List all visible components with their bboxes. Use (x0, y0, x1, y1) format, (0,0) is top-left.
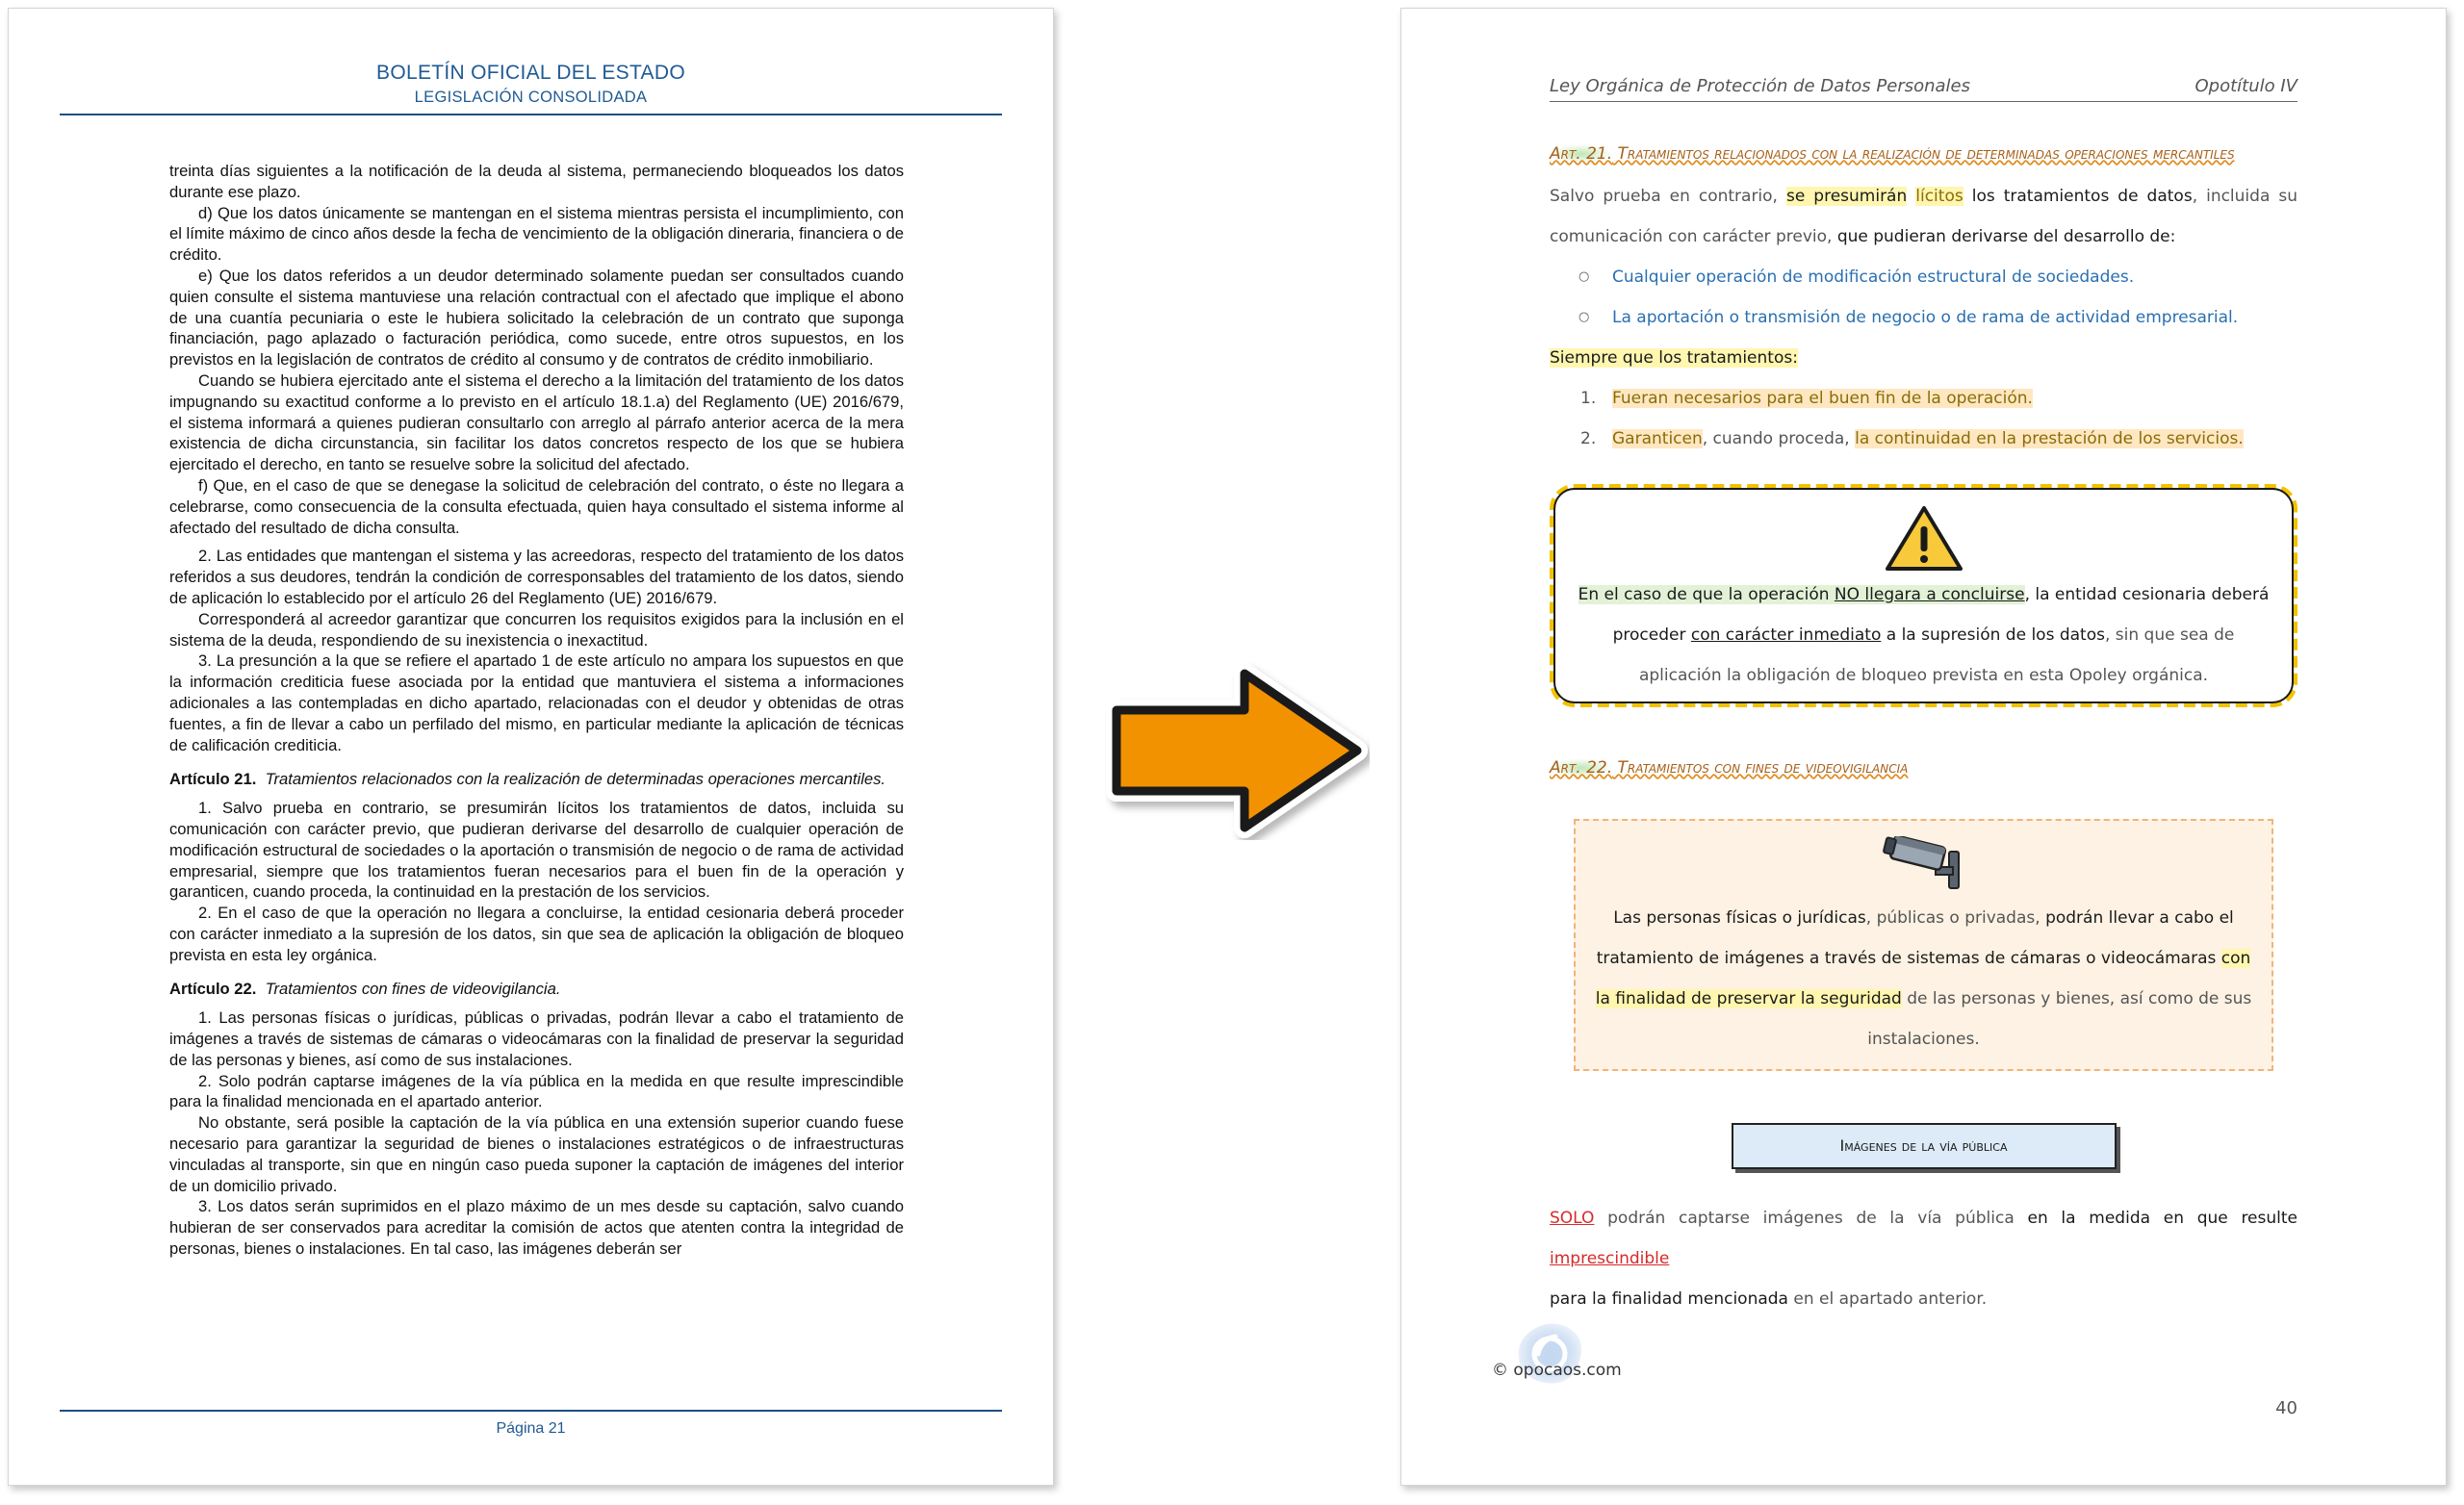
notes-article-22-heading (1550, 746, 2297, 790)
text-run: , públicas o privadas, (1865, 908, 2046, 928)
article-title: Tratamientos con fines de videovigilancia. (265, 980, 561, 999)
bold-text: podrán llevar a cabo el tratamiento de imágenes a través de sistemas de cámaras o videocámaras (1596, 908, 2234, 968)
boe-header (9, 62, 1053, 107)
text-run: , cuando proceda, (1702, 429, 1856, 448)
boe-paragraph: 2. En el caso de que la operación no llegara a concluirse, la entidad cesionaria deberá proceder con carácter inmediato a la supresión de los datos, sin que sea de aplicación la obligación de bloqueo prevista en esta ley orgánica. (169, 904, 904, 964)
notes-header-section: Opotítulo IV (2194, 76, 2297, 96)
boe-paragraph: 3. La presunción a la que se refiere el apartado 1 de este artículo no ampara los supuestos en que la información crediticia fuese asociada por la entidad que mantuviera el sistema a informaciones adicionales a las contempladas en dicho apartado, relacionadas con el deudor y obtenidas de otras fuentes, a fin de llevar a cabo un perfilado del mismo, en particular mediante la aplicación de técnicas de calificación crediticia. (169, 651, 904, 754)
article-number: Art. 22. (1550, 758, 1613, 778)
warning-callout (1550, 484, 2297, 707)
highlight-text: lícitos (1915, 187, 1964, 206)
list-item (1550, 378, 2297, 419)
highlight-text: la continuidad en la prestación de los servicios. (1855, 429, 2244, 448)
boe-paragraph: Corresponderá al acreedor garantizar que concurren los requisitos exigidos para la inclusión en el sistema de la deuda, respondiendo de su inexistencia o inexactitud. (169, 609, 904, 650)
list-item: ○ La aportación o transmisión de negocio o de rama de actividad empresarial. (1550, 297, 2297, 338)
notes-paragraph (1550, 1198, 2297, 1319)
boe-page-number: Página 21 (496, 1420, 566, 1437)
notes-article-21-heading (1550, 132, 2297, 176)
videovigilancia-text (1593, 898, 2254, 1059)
highlight-text: se presumirán (1785, 187, 1908, 206)
article-title: Tratamientos relacionados con la realización de determinadas operaciones mercantiles. (265, 770, 886, 789)
boe-subtitle: LEGISLACIÓN CONSOLIDADA (414, 89, 648, 106)
notes-paragraph (1550, 338, 2297, 378)
opocaos-logo-icon (1507, 1315, 1594, 1392)
text-run: Salvo prueba en contrario, (1550, 187, 1786, 206)
highlight-text: Fueran necesarios para el buen fin de la operación. (1612, 389, 2033, 408)
boe-paragraph: 1. Las personas físicas o jurídicas, públicas o privadas, podrán llevar a cabo el tratamiento de imágenes a través de sistemas de cámaras o videocámaras con la finalidad de preservar la seguridad de las personas y bienes, así como de sus instalaciones. (169, 1008, 904, 1069)
right-arrow-icon (1105, 662, 1370, 840)
boe-header-rule (60, 114, 1002, 115)
emphasis-text: supresión (1921, 625, 2001, 645)
emphasis-text: imprescindible (1550, 1249, 1670, 1268)
boe-title: BOLETÍN OFICIAL DEL ESTADO (376, 62, 685, 84)
article-title: Tratamientos relacionados con la realización de determinadas operaciones mercantiles (1612, 144, 2235, 164)
page-number: 40 (2275, 1398, 2297, 1418)
notes-body (1550, 132, 2297, 1319)
security-camera-icon (1882, 836, 1966, 892)
operations-list (1550, 257, 2297, 338)
warning-text (1577, 574, 2271, 696)
videovigilancia-callout (1574, 819, 2273, 1071)
boe-paragraph: 1. Salvo prueba en contrario, se presumirán lícitos los tratamientos de datos, incluida su comunicación con carácter previo, que pudieran derivarse del desarrollo de cualquier operación de modificación estructural de sociedades o la aportación o transmisión de negocio o de rama de actividad empresarial, siempre que los tratamientos fueran necesarios para el buen fin de la operación y garanticen, cuando proceda, la continuidad en la prestación de los servicios. (169, 799, 904, 902)
underlined-text: con carácter inmediato (1690, 625, 1882, 645)
boe-paragraph: 2. Las entidades que mantengan el sistema y las acreedoras, respecto del tratamiento de los datos referidos a sus deudores, tendrán la condición de corresponsables del tratamiento de los datos, siendo de aplicación lo establecido por el artículo 26 del Reglamento (UE) 2016/679. (169, 547, 904, 607)
article-number: Artículo 22. (169, 980, 257, 999)
list-number: 2. (1580, 429, 1597, 448)
text-run: , incluida su comunicación con carácter previo, (1550, 187, 2297, 246)
list-item (1550, 419, 2297, 459)
list-item: ○ Cualquier operación de modificación estructural de sociedades. (1550, 257, 2297, 297)
boe-paragraph: f) Que, en el caso de que se denegase la solicitud de celebración del contrato, o éste no llegara a celebrarse, como consecuencia de la consulta efectuada, quien haya consultado el sistema informe al afectado del resultado de dicha consulta. (169, 475, 904, 537)
boe-paragraph: Cuando se hubiera ejercitado ante el sistema el derecho a la limitación del tratamiento de los datos impugnando su exactitud conforme a lo previsto en el artículo 18.1.a) del Reglamento (UE) 2016/679, el sistema informará a quienes pudieran consultarlo con arreglo al párrafo anterior acerca de la mera existencia de dicha circunstancia, sin facilitar los datos concretos respecto de los que se hubiera ejercitado el derecho, en tanto se resuelve sobre la solicitud del afectado. (169, 370, 904, 474)
notes-page (1400, 8, 2447, 1486)
article-title: Tratamientos con fines de videovigilancia (1612, 758, 1909, 778)
bold-text: para la finalidad mencionada (1550, 1289, 1788, 1309)
section-chip: Imágenes de la vía pública (1732, 1123, 2117, 1169)
highlight-text: Garanticen (1612, 429, 1703, 448)
highlight-text: Siempre que los tratamientos: (1550, 348, 1798, 368)
boe-paragraph: d) Que los datos únicamente se mantengan en el sistema mientras persista el incumplimiento, con el límite máximo de cinco años desde la fecha de vencimiento de la obligación dineraria, financiera o de crédito. (169, 203, 904, 265)
boe-page (8, 8, 1054, 1486)
conditions-list (1550, 378, 2297, 459)
boe-paragraph: e) Que los datos referidos a un deudor determinado solamente puedan ser consultados cuando quien consulte el sistema mantuviese una relación contractual con el afectado que implique el abono de una cuantía pecuniaria o este le hubiera solicitado la celebración de un contrato que suponga financiación, pago aplazado o facturación periódica, como sucede, entre otros supuestos, en los previstos en la legislación de contratos de crédito al consumo y de contratos de crédito inmobiliario. (169, 266, 904, 370)
emphasis-text: SOLO (1550, 1209, 1595, 1228)
copyright-text: © opocaos.com (1492, 1361, 1622, 1380)
text-run: , sin que sea de aplicación la obligación de bloqueo prevista en esta Opoley orgánica. (1638, 625, 2235, 685)
text-run: podrán captarse imágenes de la vía pública (1594, 1209, 2028, 1228)
bold-text: a la (1881, 625, 1922, 645)
boe-paragraph: No obstante, será posible la captación de la vía pública en una extensión superior cuando fuese necesario para garantizar la seguridad de bienes o instalaciones estratégicos o de infraestructuras vinculadas al transporte, sin que en ningún caso pueda suponer la captación de imágenes del interior de un domicilio privado. (169, 1113, 904, 1195)
highlight-text: con la finalidad de preservar la seguridad (1595, 949, 2251, 1008)
boe-footer-rule (60, 1410, 1002, 1412)
bold-text: Las personas físicas o jurídicas (1613, 908, 1866, 928)
bold-text: en la medida en que resulte (2027, 1209, 2297, 1228)
boe-paragraph: treinta días siguientes a la notificación de la deuda al sistema, permaneciendo bloqueados los datos durante ese plazo. (169, 162, 904, 201)
emphasis-text: NO (1834, 585, 1861, 604)
highlight-text: En el caso de que la operación (1578, 585, 1835, 604)
notes-paragraph (1550, 176, 2297, 257)
bold-text: , la entidad cesionaria deberá proceder (1612, 585, 2270, 645)
bold-text: los tratamientos de datos (1963, 187, 2193, 206)
list-number: 1. (1580, 389, 1597, 408)
text-run: de las personas y bienes, así como de sus instalaciones. (1867, 989, 2252, 1049)
boe-article-22-heading (169, 979, 904, 1000)
boe-body (169, 161, 904, 1260)
boe-paragraph: 3. Los datos serán suprimidos en el plazo máximo de un mes desde su captación, salvo cuando hubieran de ser conservados para acreditar la comisión de actos que atenten contra la integridad de personas, bienes o instalaciones. En tal caso, las imágenes deberán ser (169, 1197, 904, 1259)
warning-icon (1884, 503, 1964, 573)
article-number: Artículo 21. (169, 770, 257, 789)
text-run: en el apartado anterior. (1787, 1289, 1988, 1309)
bold-text: que pudieran derivarse del desarrollo de: (1836, 227, 2176, 246)
boe-paragraph: 2. Solo podrán captarse imágenes de la vía pública en la medida en que resulte imprescindible para la finalidad mencionada en el apartado anterior. (169, 1071, 904, 1111)
text-run (1907, 187, 1915, 206)
notes-header-rule (1550, 101, 2297, 102)
bold-text: de los datos (2000, 625, 2105, 645)
boe-article-21-heading (169, 769, 904, 790)
notes-header-title: Ley Orgánica de Protección de Datos Personales (1550, 76, 1971, 96)
highlight-text: llegara a concluirse (1860, 585, 2025, 604)
article-number: Art. 21. (1550, 144, 1613, 164)
